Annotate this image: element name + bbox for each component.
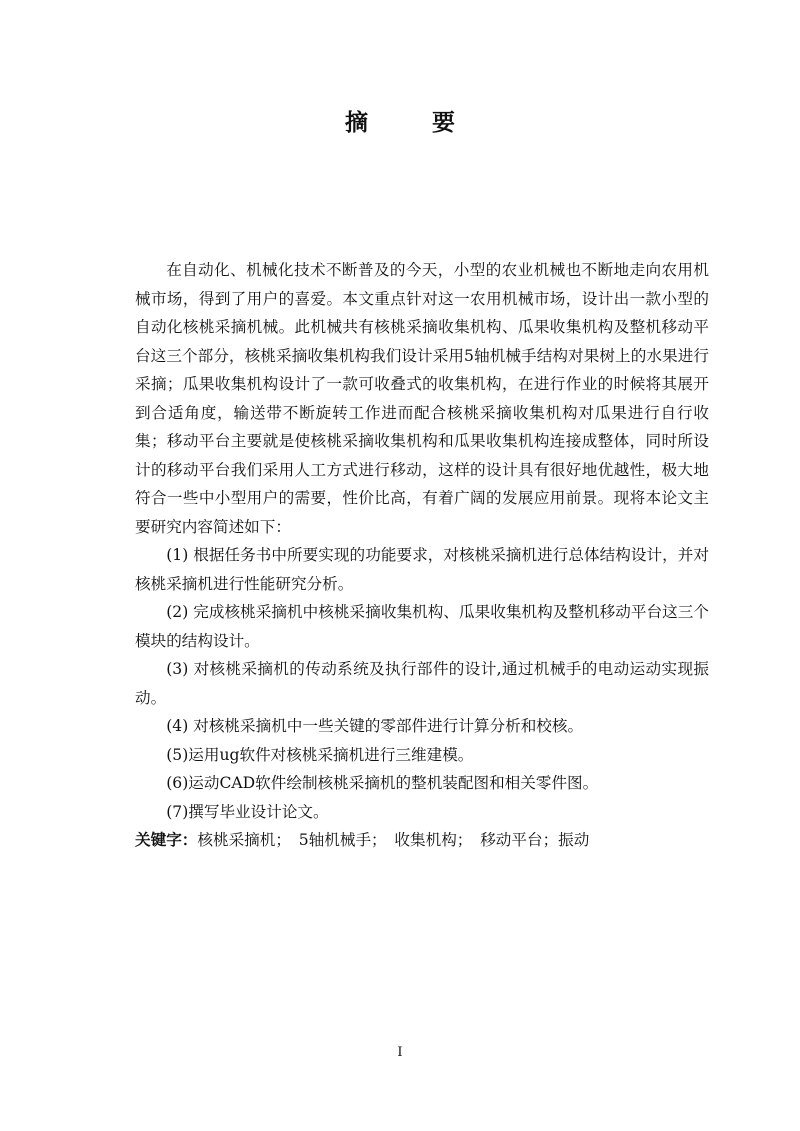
- list-item: (7)撰写毕业设计论文。: [166, 802, 329, 821]
- list-item: (6)运动CAD软件绘制核桃采摘机的整机装配图和相关零件图。: [166, 774, 599, 792]
- list-item: (3) 对核桃采摘机的传动系统及执行部件的设计,通过机械手的电动运动实现振动。: [135, 660, 709, 707]
- keywords-label: 关键字：: [135, 831, 198, 849]
- list-item: (1) 根据任务书中所要实现的功能要求，对核桃采摘机进行总体结构设计，并对 核桃采摘机进行性能研究分析。: [135, 546, 725, 593]
- abstract-body: [135, 256, 725, 855]
- keywords-line: [135, 826, 709, 855]
- keywords-text: 核桃采摘机； 5轴机械手； 收集机构； 移动平台；振动: [197, 831, 590, 849]
- list-item: (4) 对核桃采摘机中一些关键的零部件进行计算分析和校核。: [166, 717, 584, 735]
- list-item: (5)运用ug软件对核桃采摘机进行三维建模。: [166, 745, 474, 764]
- list-item: (2) 完成核桃采摘机中核桃采摘收集机构、瓜果收集机构及整机移动平台这三个模块的结构设计。: [135, 603, 709, 650]
- intro-paragraph: 在自动化、机械化技术不断普及的今天，小型的农业机械也不断地走向农用机械市场，得到了用户的喜爱。本文重点针对这一农用机械市场，设计出一款小型的自动化核桃采摘机械。此机械共有核桃采摘收集机构、瓜果收集机构及整机移动平台这三个部分，核桃采摘收集机构我们设计采用5轴机械手结构对果树上的水果进行采摘；瓜果收集机构设计了一款可收叠式的收集机构，在进行作业的时候将其展开到合适角度，输送带不断旋转工作进而配合核桃采摘收集机构对瓜果进行自行收集；移动平台主要就是使核桃采摘收集机构和瓜果收集机构连接成整体，同时所设计的移动平台我们采用人工方式进行移动，这样的设计具有很好地优越性，极大地符合一些中小型用户的需要，性价比高，有着广阔的发展应用前景。现将本论文主要研究内容简述如下：: [135, 261, 709, 536]
- page-title: 摘 要: [344, 110, 483, 136]
- page-number: I: [397, 1045, 403, 1060]
